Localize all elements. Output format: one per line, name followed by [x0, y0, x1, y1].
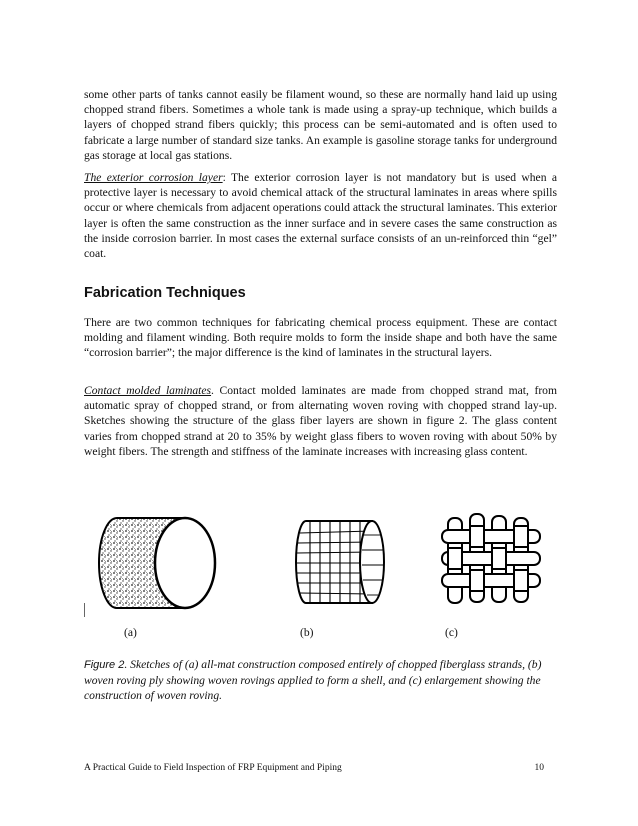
figure-c-woven-roving-enlargement	[440, 508, 545, 613]
section-heading: Fabrication Techniques	[84, 285, 246, 301]
figure-label-a: (a)	[124, 626, 137, 639]
figure-label-c: (c)	[445, 626, 458, 639]
paragraph-tank-layup: some other parts of tanks cannot easily be filament wound, so these are normally hand laid up using chopped strand fibers. Sometimes a whole tank is made using a spray-up technique, which builds a layers of chopped strand fibers quickly; this process can be semi-automated and is often used to fabricate a large number of standard size tanks. An example is gasoline storage tanks for underground gas storage at local gas stations.	[84, 88, 557, 162]
paragraph-body: . Contact molded laminates are made from chopped strand mat, from automatic spray of chopped strand, or from alternating woven roving with chopped strand lay-up. Sketches showing the structure of the glass fiber layers are shown in figure 2. The glass content varies from chopped strand at 20 to 35% by weight glass fibers to woven roving with about 50% by weight fibers. The strength and stiffness of the laminate increases with increasing glass content.	[84, 384, 557, 458]
page-number: 10	[534, 763, 544, 773]
paragraph-techniques: There are two common techniques for fabricating chemical process equipment. These are contact molding and filament winding. Both require molds to form the inside shape and both have the same “corrosion barrier”; the major difference is the kind of laminates in the structural layers.	[84, 316, 557, 360]
scan-margin-mark	[84, 603, 85, 617]
footer-title: A Practical Guide to Field Inspection of FRP Equipment and Piping	[84, 763, 342, 773]
figure-caption	[84, 657, 564, 704]
term-exterior-corrosion-layer: The exterior corrosion layer	[84, 171, 223, 184]
term-contact-molded-laminates: Contact molded laminates	[84, 384, 212, 397]
page-footer	[84, 763, 544, 773]
paragraph-contact-molded	[84, 383, 557, 459]
figure-number: Figure 2	[84, 659, 125, 671]
figure-a-chopped-mat-sketch	[95, 512, 220, 617]
figure-label-b: (b)	[300, 626, 314, 639]
paragraph-body: : The exterior corrosion layer is not mandatory but is used when a protective layer is necessary to avoid chemical attack of the structural laminates in areas where spills occur or where chemicals from adjacent operations could attack the structural laminates. This exterior layer is often the same construction as the inner surface and in severe cases the same construction as the inside corrosion barrier. In most cases the external surface consists of an un-reinforced thin “gel” coat.	[84, 171, 557, 261]
paragraph-exterior-corrosion-layer	[84, 170, 557, 261]
figure-b-woven-roving-sketch	[292, 515, 392, 610]
caption-text: . Sketches of (a) all-mat construction composed entirely of chopped fiberglass strands, (b) woven roving ply showing woven rovings applied to form a shell, and (c) enlargement showing the construction of woven roving.	[84, 658, 542, 703]
